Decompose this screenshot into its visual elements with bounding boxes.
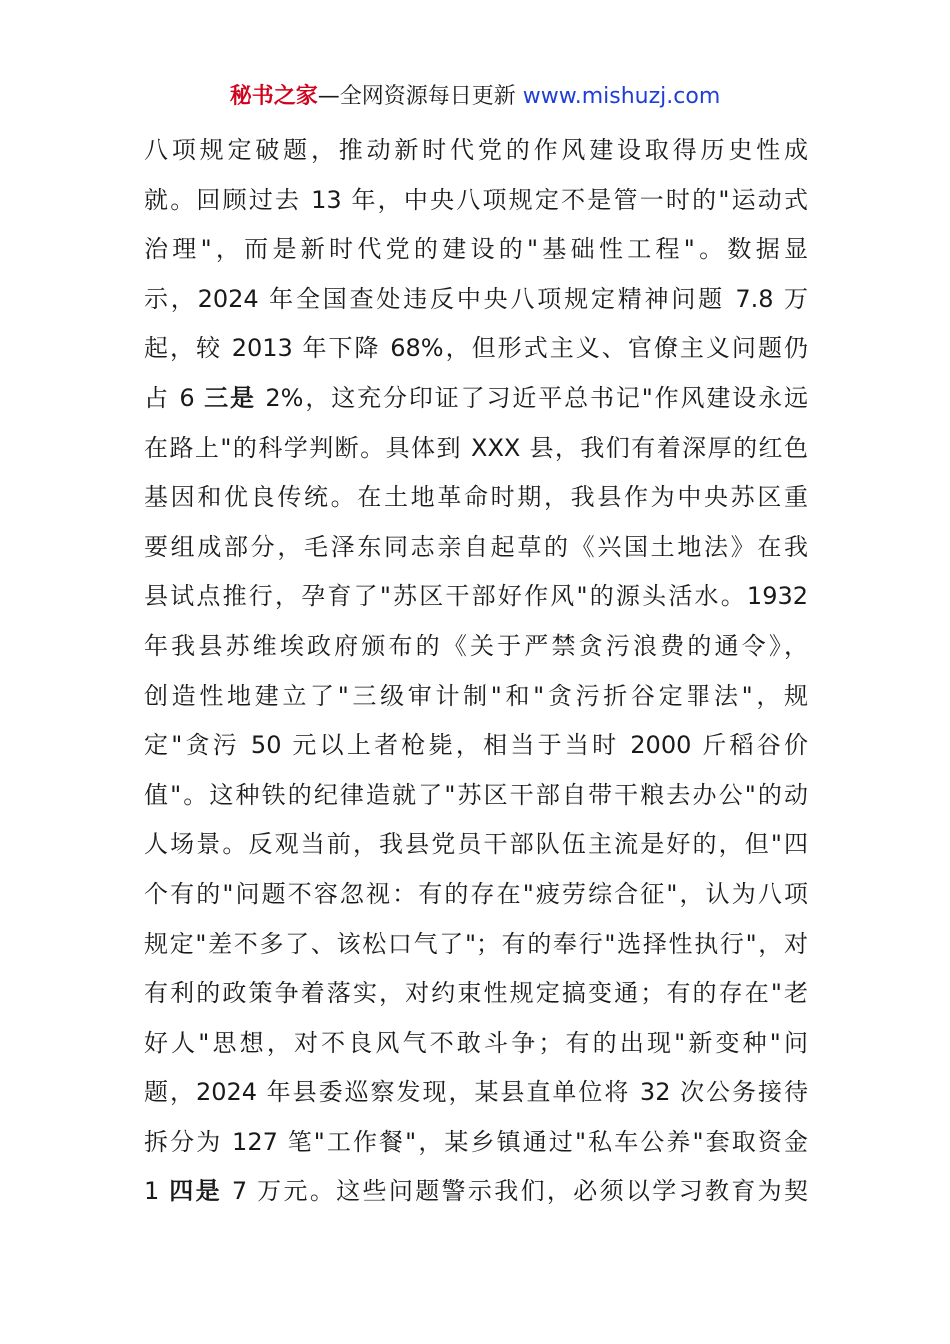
text-line: 拆分为 127 笔"工作餐"，某乡镇通过"私车公养"套取资金 [144, 1127, 808, 1156]
site-header [0, 80, 950, 114]
bold-marker: 三是 [204, 383, 256, 412]
text-line: 年我县苏维埃政府颁布的《关于严禁贪污浪费的通令》， [144, 631, 808, 660]
text-line: 八项规定破题，推动新时代党的作风建设取得历史性成 [144, 136, 808, 164]
text-line: 示，2024 年全国查处违反中央八项规定精神问题 7.8 万 [144, 284, 808, 313]
text-segment: 1 [144, 1177, 170, 1206]
bold-marker: 四是 [169, 1177, 222, 1206]
text-line: 要组成部分，毛泽东同志亲自起草的《兴国土地法》在我 [144, 532, 808, 561]
brand-name: 秘书之家 [229, 84, 318, 109]
text-line: 个有的"问题不容忽视：有的存在"疲劳综合征"，认为八项 [144, 879, 808, 908]
text-line: 起，较 2013 年下降 68%，但形式主义、官僚主义问题仍 [144, 334, 808, 363]
text-segment: 7 万元。这些问题警示我们，必须以学习教育为契 [221, 1177, 808, 1206]
text-segment: 2%，这充分印证了习近平总书记"作风建设永远 [255, 383, 808, 412]
text-line: 人场景。反观当前，我县党员干部队伍主流是好的，但"四 [144, 830, 808, 859]
text-line: 就。回顾过去 13 年，中央八项规定不是管一时的"运动式 [144, 185, 808, 214]
site-url-link[interactable]: www.mishuzj.com [522, 84, 721, 109]
text-segment: 占 6 [144, 383, 205, 412]
text-line [144, 374, 808, 424]
text-line: 值"。这种铁的纪律造就了"苏区干部自带干粮去办公"的动 [144, 780, 808, 809]
text-line: 县试点推行，孕育了"苏区干部好作风"的源头活水。1932 [144, 582, 808, 611]
text-line: 有利的政策争着落实，对约束性规定搞变通；有的存在"老 [144, 979, 808, 1008]
text-line: 规定"差不多了、该松口气了"；有的奉行"选择性执行"，对 [144, 929, 808, 958]
text-line: 在路上"的科学判断。具体到 XXX 县，我们有着深厚的红色 [144, 433, 808, 462]
document-body [144, 126, 808, 1217]
text-line: 好人"思想，对不良风气不敢斗争；有的出现"新变种"问 [144, 1028, 808, 1057]
text-line [144, 1167, 808, 1217]
text-line: 基因和优良传统。在土地革命时期，我县作为中央苏区重 [144, 483, 808, 512]
header-tagline: —全网资源每日更新 [317, 84, 516, 109]
text-line: 题，2024 年县委巡察发现，某县直单位将 32 次公务接待 [144, 1078, 808, 1107]
text-line: 定"贪污 50 元以上者枪毙，相当于当时 2000 斤稻谷价 [144, 731, 808, 760]
text-line: 创造性地建立了"三级审计制"和"贪污折谷定罪法"，规 [144, 681, 808, 710]
text-line: 治理"，而是新时代党的建设的"基础性工程"。数据显 [144, 235, 808, 264]
